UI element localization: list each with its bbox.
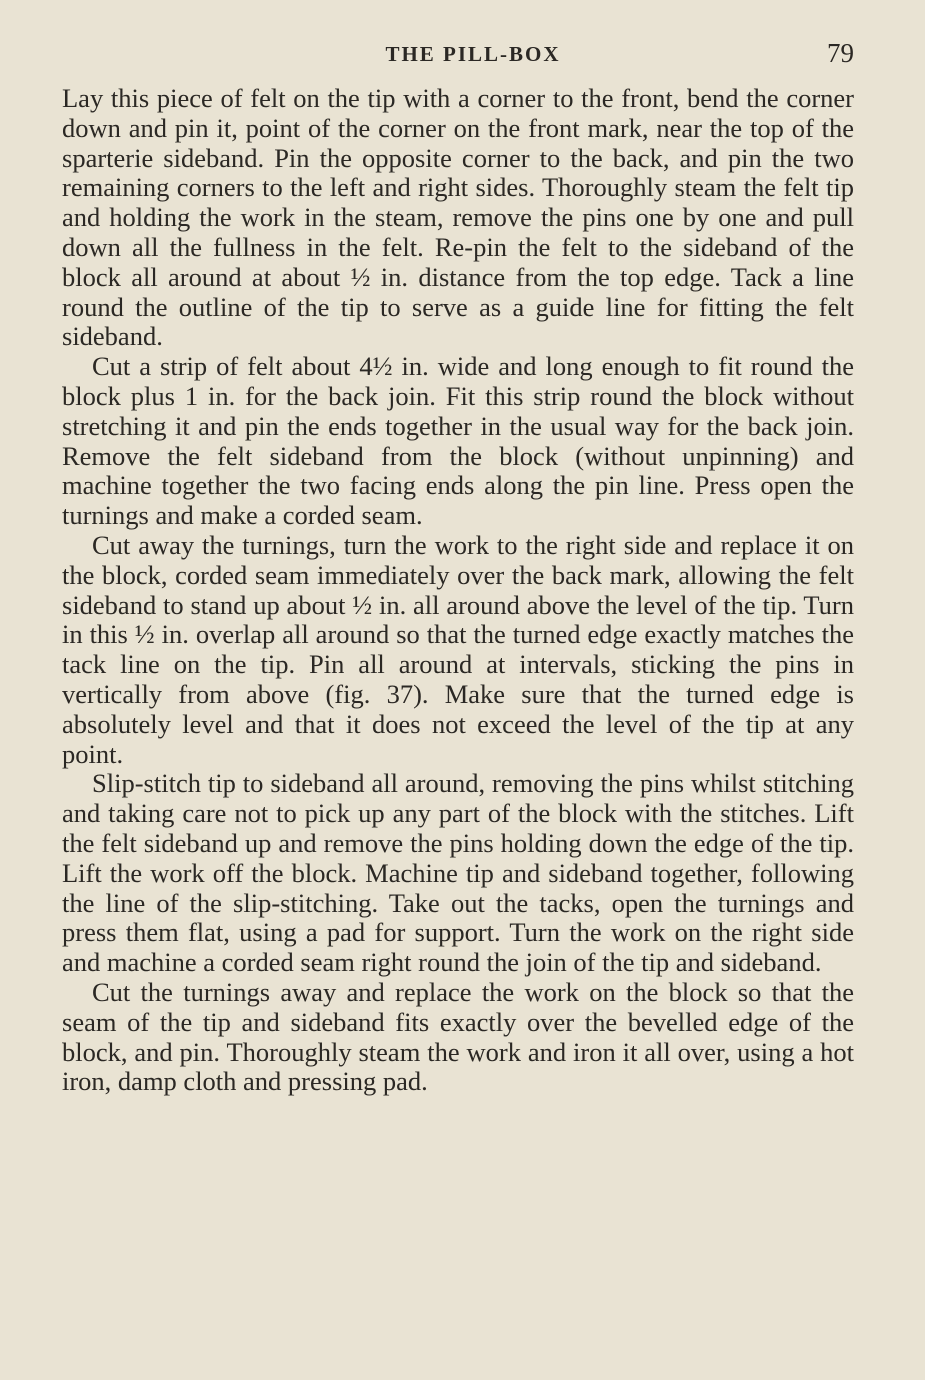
page-number: 79	[827, 38, 854, 68]
paragraph-2: Cut a strip of felt about 4½ in. wide and long enough to fit round the block plus 1 in. for the back join. Fit this strip round the block without stretching it and pin the ends together in the usual way for the back join. Remove the felt sideband from the block (without unpinning) and machine together the two facing ends along the pin line. Press open the turnings and make a corded seam.	[62, 351, 854, 531]
body-text	[62, 84, 854, 1097]
running-title: THE PILL-BOX	[385, 42, 561, 66]
paragraph-1: Lay this piece of felt on the tip with a corner to the front, bend the corner down and pin it, point of the corner on the front mark, near the top of the sparterie sideband. Pin the opposite corner to the back, and pin the two remaining corners to the left and right sides. Thoroughly steam the felt tip and holding the work in the steam, remove the pins one by one and pull down all the fullness in the felt. Re-pin the felt to the sideband of the block all around at about ½ in. distance from the top edge. Tack a line round the outline of the tip to serve as a guide line for fitting the felt sideband.	[62, 83, 854, 352]
paragraph-5: Cut the turnings away and replace the work on the block so that the seam of the tip and sideband fits exactly over the bevelled edge of the block, and pin. Thoroughly steam the work and iron it all over, using a hot iron, damp cloth and pressing pad.	[62, 976, 854, 1097]
running-head	[62, 38, 854, 74]
paragraph-4: Slip-stitch tip to sideband all around, removing the pins whilst stitching and taking care not to pick up any part of the block with the stitches. Lift the felt sideband up and remove the pins holding down the edge of the tip. Lift the work off the block. Machine tip and sideband together, following the line of the slip-stitching. Take out the tacks, open the turnings and press them flat, using a pad for support. Turn the work on the right side and machine a corded seam right round the join of the tip and sideband.	[62, 768, 854, 978]
paragraph-3: Cut away the turnings, turn the work to the right side and replace it on the block, corded seam immediately over the back mark, allowing the felt sideband to stand up about ½ in. all around above the level of the tip. Turn in this ½ in. overlap all around so that the turned edge exactly matches the tack line on the tip. Pin all around at intervals, sticking the pins in vertically from above (fig. 37). Make sure that the turned edge is absolutely level and that it does not exceed the level of the tip at any point.	[62, 529, 854, 769]
